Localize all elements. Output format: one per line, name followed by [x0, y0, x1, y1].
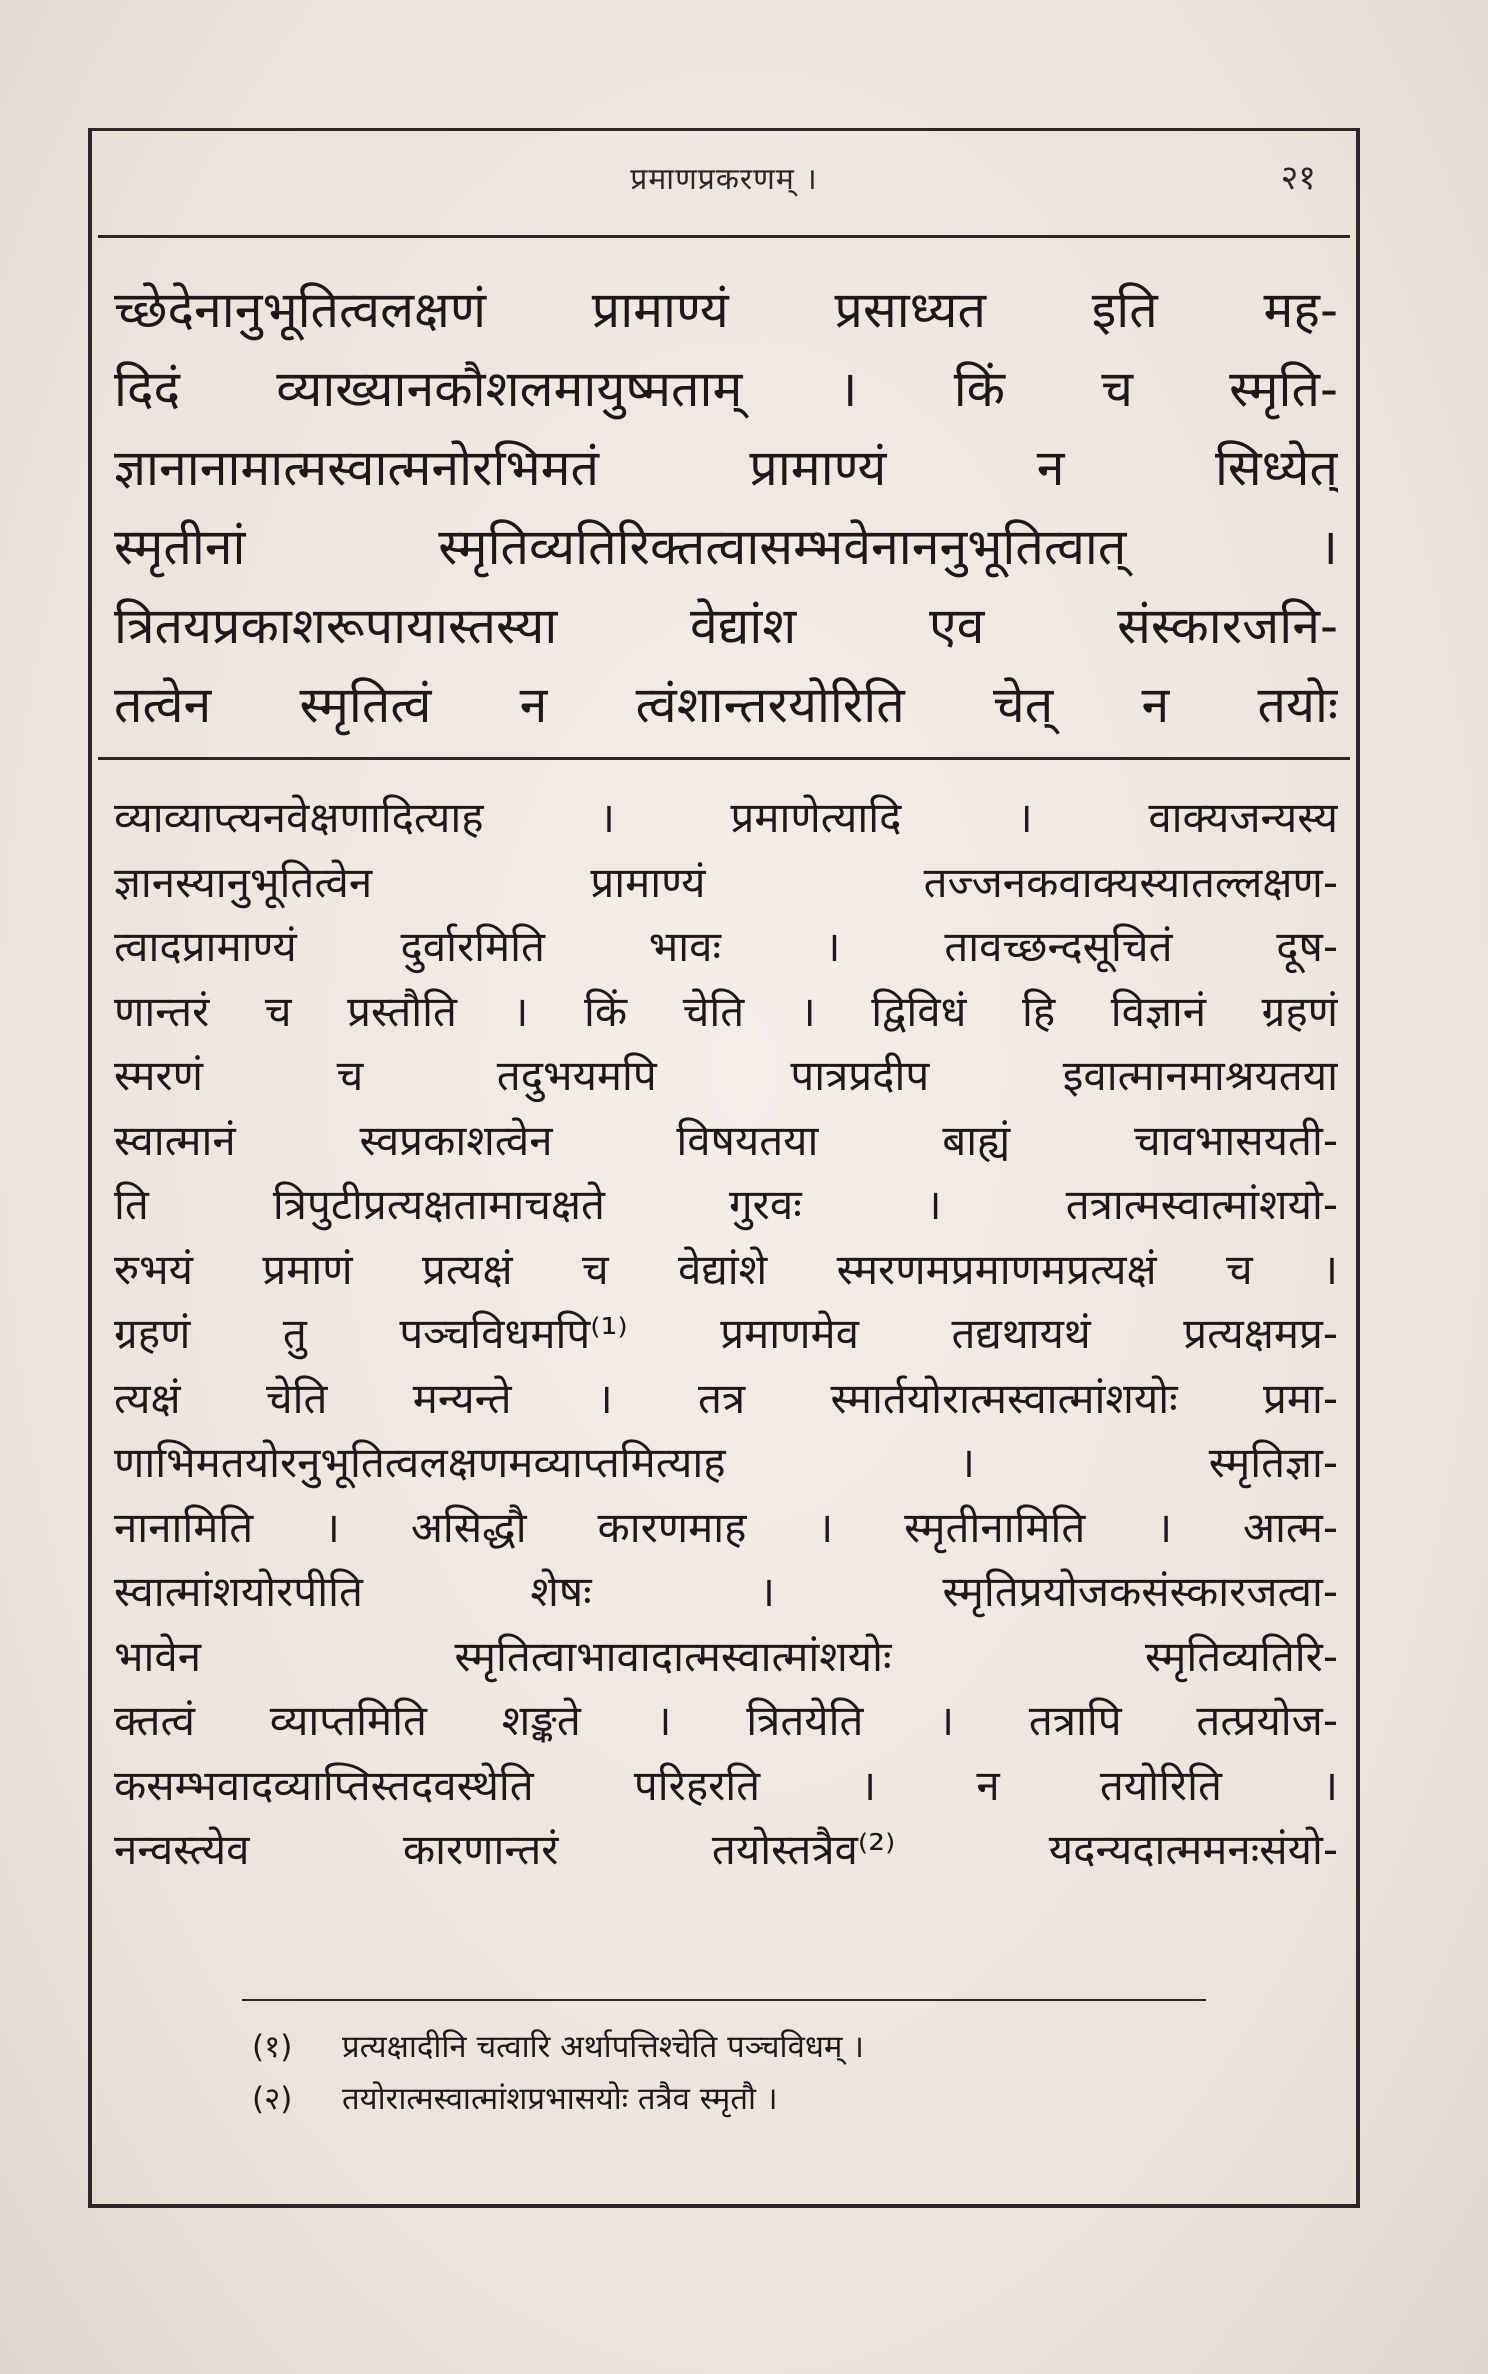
footnote-text: प्रत्यक्षादीनि चत्वारि अर्थापत्तिश्चेति पञ्चविधम् । [342, 2029, 865, 2065]
commentary-line: स्मरणं च तदुभयमपि पात्रप्रदीप इवात्मानमाश्रयतया [114, 1051, 1338, 1100]
header-rule [98, 235, 1350, 238]
page-number: २१ [1280, 158, 1316, 198]
commentary-line: णान्तरं च प्रस्तौति । किं चेति । द्विविधं हि विज्ञानं ग्रहणं [114, 986, 1338, 1036]
footnotes [252, 2021, 1236, 2125]
footnote-number: (२) [252, 2081, 293, 2117]
commentary-line: ति त्रिपुटीप्रत्यक्षतामाचक्षते गुरवः । तत्रात्मस्वात्मांशयो- [114, 1180, 1338, 1229]
commentary-line: नानामिति । असिद्धौ कारणमाह । स्मृतीनामिति । आत्म- [114, 1502, 1338, 1552]
commentary-rule [98, 757, 1350, 760]
commentary-line: त्वादप्रामाण्यं दुर्वारमिति भावः । तावच्छन्दसूचितं दूष- [114, 922, 1338, 971]
commentary-line: भावेन स्मृतित्वाभावादात्मस्वात्मांशयोः स्मृतिव्यतिरि- [114, 1631, 1338, 1681]
running-title: प्रमाणप्रकरणम् । [630, 162, 818, 197]
commentary-line: ज्ञानस्यानुभूतित्वेन प्रामाण्यं तज्जनकवाक्यस्यातल्लक्षण- [114, 857, 1338, 907]
commentary-line: व्याव्याप्त्यनवेक्षणादित्याह । प्रमाणेत्यादि । वाक्यजन्यस्य [114, 793, 1338, 842]
footnote-text: तयोरात्मस्वात्मांशप्रभासयोः तत्रैव स्मृतौ । [342, 2081, 778, 2117]
commentary-text [114, 786, 1338, 1883]
main-text-line: दिदं व्याख्यानकौशलमायुष्मताम् । किं च स्मृति- [114, 360, 1338, 418]
main-text-line: ज्ञानानामात्मस्वात्मनोरभिमतं प्रामाण्यं न सिध्येत् [114, 439, 1338, 497]
footnote-number: (१) [252, 2029, 293, 2065]
page-border [88, 128, 1360, 2208]
commentary-line: नन्वस्त्येव कारणान्तरं तयोस्तत्रैव⁽²⁾ यदन्यदात्ममनःसंयो- [114, 1825, 1338, 1874]
main-text-line: त्रितयप्रकाशरूपायास्तस्या वेद्यांश एव संस्कारजनि- [114, 597, 1338, 655]
page-header [92, 149, 1356, 209]
main-text-line: स्मृतीनां स्मृतिव्यतिरिक्तत्वासम्भवेनाननुभूतित्वात् । [114, 518, 1338, 576]
commentary-line: त्यक्षं चेति मन्यन्ते । तत्र स्मार्तयोरात्मस्वात्मांशयोः प्रमा- [114, 1373, 1338, 1423]
commentary-line: ग्रहणं तु पञ्चविधमपि⁽¹⁾ प्रमाणमेव तद्यथायथं प्रत्यक्षमप्र- [114, 1309, 1338, 1358]
footnote-2 [252, 2073, 1236, 2125]
commentary-line: णाभिमतयोरनुभूतित्वलक्षणमव्याप्तमित्याह । स्मृतिज्ञा- [114, 1438, 1338, 1487]
commentary-line: स्वात्मानं स्वप्रकाशत्वेन विषयतया बाह्यं चावभासयती- [114, 1115, 1338, 1165]
commentary-line: स्वात्मांशयोरपीति शेषः । स्मृतिप्रयोजकसंस्कारजत्वा- [114, 1567, 1338, 1616]
commentary-line: रुभयं प्रमाणं प्रत्यक्षं च वेद्यांशे स्मरणमप्रमाणमप्रत्यक्षं च । [114, 1244, 1338, 1294]
main-text-line: तत्वेन स्मृतित्वं न त्वंशान्तरयोरिति चेत् न तयोः [114, 676, 1338, 734]
footnote-rule [242, 1999, 1206, 2001]
commentary-line: कसम्भवादव्याप्तिस्तदवस्थेति परिहरति । न तयोरिति । [114, 1760, 1338, 1810]
footnote-1 [252, 2021, 1236, 2073]
main-text [114, 271, 1338, 745]
main-text-line: च्छेदेनानुभूतित्वलक्षणं प्रामाण्यं प्रसाध्यत इति मह- [114, 281, 1338, 339]
commentary-line: क्तत्वं व्याप्तमिति शङ्कते । त्रितयेति । तत्रापि तत्प्रयोज- [114, 1696, 1338, 1745]
